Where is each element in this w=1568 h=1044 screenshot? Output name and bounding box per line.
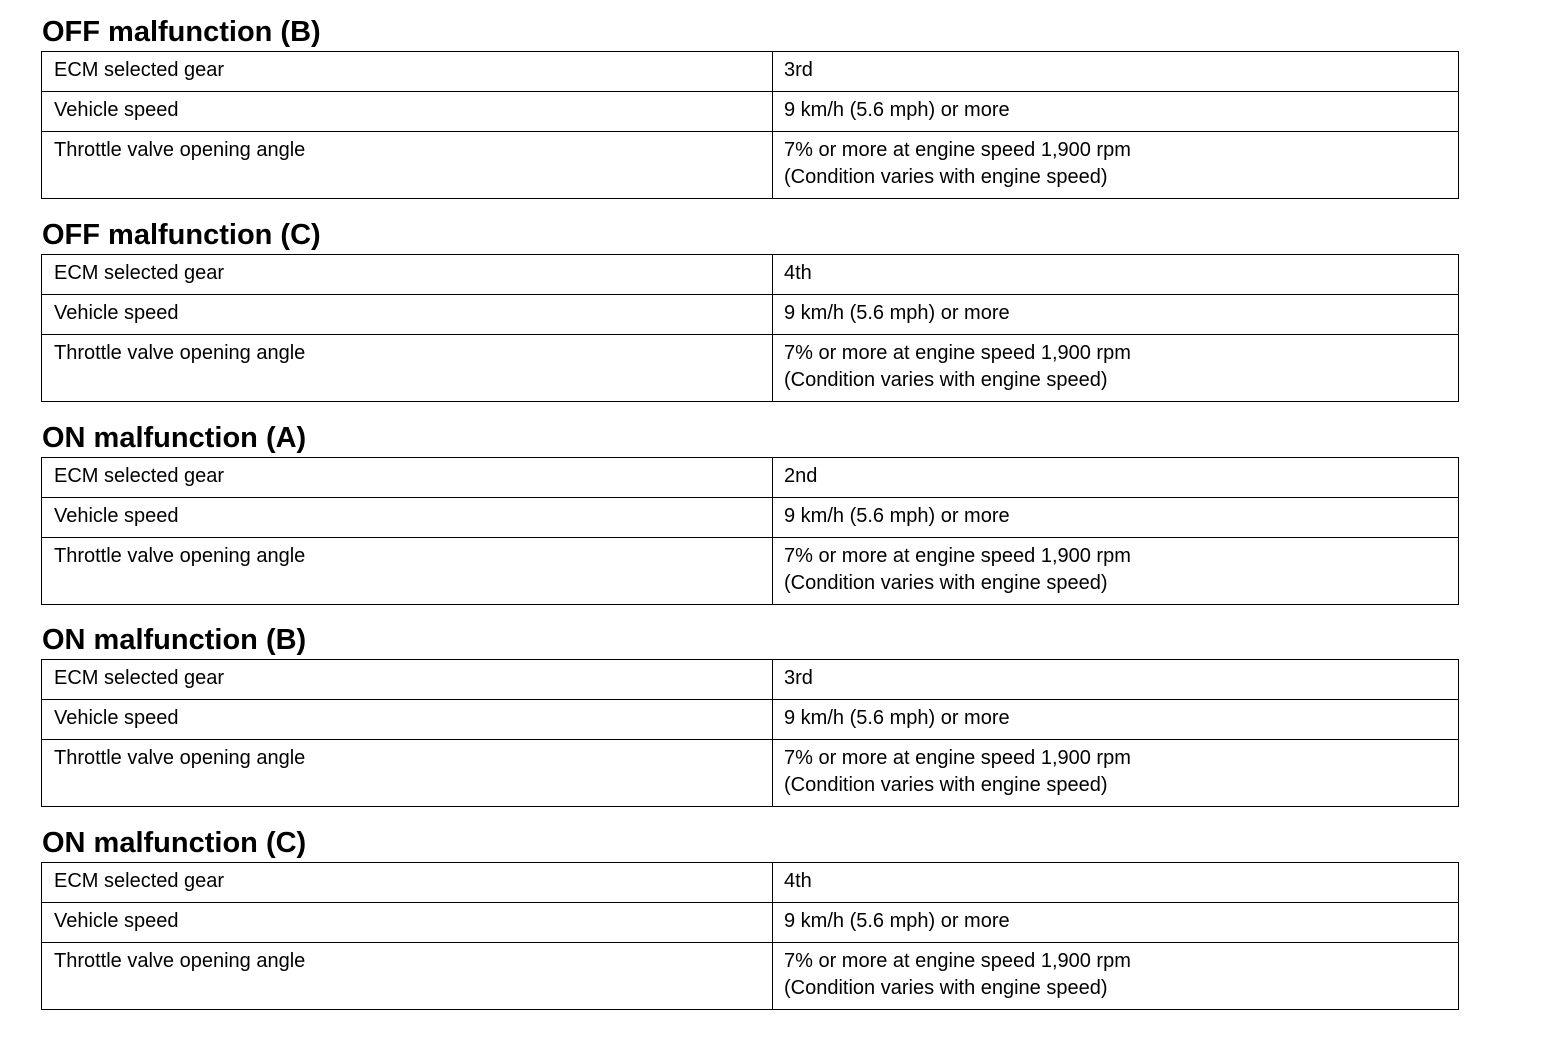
table-row	[42, 538, 1459, 605]
table-row	[42, 92, 1459, 132]
row-label: ECM selected gear	[42, 255, 773, 295]
condition-table	[41, 457, 1459, 605]
value-line: 9 km/h (5.6 mph) or more	[784, 707, 1010, 729]
condition-table	[41, 659, 1459, 807]
row-value	[773, 458, 1459, 498]
value-line: (Condition varies with engine speed)	[784, 774, 1108, 796]
table-row	[42, 740, 1459, 807]
table-row	[42, 458, 1459, 498]
row-label: Vehicle speed	[42, 295, 773, 335]
row-label: ECM selected gear	[42, 52, 773, 92]
condition-table	[41, 254, 1459, 402]
condition-table	[41, 862, 1459, 1010]
row-value	[773, 700, 1459, 740]
row-label: Throttle valve opening angle	[42, 740, 773, 807]
table-row	[42, 255, 1459, 295]
value-line: 9 km/h (5.6 mph) or more	[784, 302, 1010, 324]
row-value	[773, 92, 1459, 132]
value-line: 3rd	[784, 59, 813, 81]
condition-table	[41, 51, 1459, 199]
section-title: ON malfunction (B)	[42, 624, 307, 656]
value-line: 9 km/h (5.6 mph) or more	[784, 505, 1010, 527]
row-label: Vehicle speed	[42, 92, 773, 132]
section-on-malfunction-b	[41, 623, 1459, 796]
value-line: 7% or more at engine speed 1,900 rpm	[784, 950, 1131, 972]
value-line: 2nd	[784, 465, 818, 487]
table-row	[42, 903, 1459, 943]
row-value	[773, 660, 1459, 700]
row-value	[773, 538, 1459, 605]
value-line: (Condition varies with engine speed)	[784, 166, 1108, 188]
section-title: ON malfunction (A)	[42, 422, 307, 454]
row-value	[773, 498, 1459, 538]
row-value	[773, 52, 1459, 92]
row-value	[773, 295, 1459, 335]
row-label: Throttle valve opening angle	[42, 335, 773, 402]
table-row	[42, 52, 1459, 92]
row-label: ECM selected gear	[42, 458, 773, 498]
value-line: (Condition varies with engine speed)	[784, 369, 1108, 391]
row-value	[773, 255, 1459, 295]
section-off-malfunction-b	[41, 15, 1459, 188]
section-on-malfunction-c	[41, 826, 1459, 999]
table-row	[42, 863, 1459, 903]
table-row	[42, 498, 1459, 538]
row-value	[773, 335, 1459, 402]
row-label: Throttle valve opening angle	[42, 943, 773, 1010]
row-label: Throttle valve opening angle	[42, 132, 773, 199]
table-row	[42, 943, 1459, 1010]
value-line: (Condition varies with engine speed)	[784, 977, 1108, 999]
table-row	[42, 132, 1459, 199]
table-row	[42, 335, 1459, 402]
section-title: OFF malfunction (C)	[42, 219, 321, 251]
section-off-malfunction-c	[41, 218, 1459, 391]
row-value	[773, 863, 1459, 903]
value-line: 9 km/h (5.6 mph) or more	[784, 910, 1010, 932]
value-line: 4th	[784, 262, 812, 284]
row-label: Vehicle speed	[42, 903, 773, 943]
row-value	[773, 740, 1459, 807]
table-row	[42, 295, 1459, 335]
value-line: 4th	[784, 870, 812, 892]
row-value	[773, 903, 1459, 943]
table-row	[42, 660, 1459, 700]
row-label: ECM selected gear	[42, 863, 773, 903]
row-label: ECM selected gear	[42, 660, 773, 700]
value-line: 7% or more at engine speed 1,900 rpm	[784, 747, 1131, 769]
section-title: OFF malfunction (B)	[42, 16, 321, 48]
row-value	[773, 132, 1459, 199]
value-line: 7% or more at engine speed 1,900 rpm	[784, 342, 1131, 364]
value-line: 7% or more at engine speed 1,900 rpm	[784, 139, 1131, 161]
value-line: 9 km/h (5.6 mph) or more	[784, 99, 1010, 121]
value-line: 3rd	[784, 667, 813, 689]
row-label: Vehicle speed	[42, 498, 773, 538]
value-line: (Condition varies with engine speed)	[784, 572, 1108, 594]
value-line: 7% or more at engine speed 1,900 rpm	[784, 545, 1131, 567]
row-label: Throttle valve opening angle	[42, 538, 773, 605]
section-title: ON malfunction (C)	[42, 827, 307, 859]
section-on-malfunction-a	[41, 421, 1459, 594]
table-row	[42, 700, 1459, 740]
row-label: Vehicle speed	[42, 700, 773, 740]
row-value	[773, 943, 1459, 1010]
